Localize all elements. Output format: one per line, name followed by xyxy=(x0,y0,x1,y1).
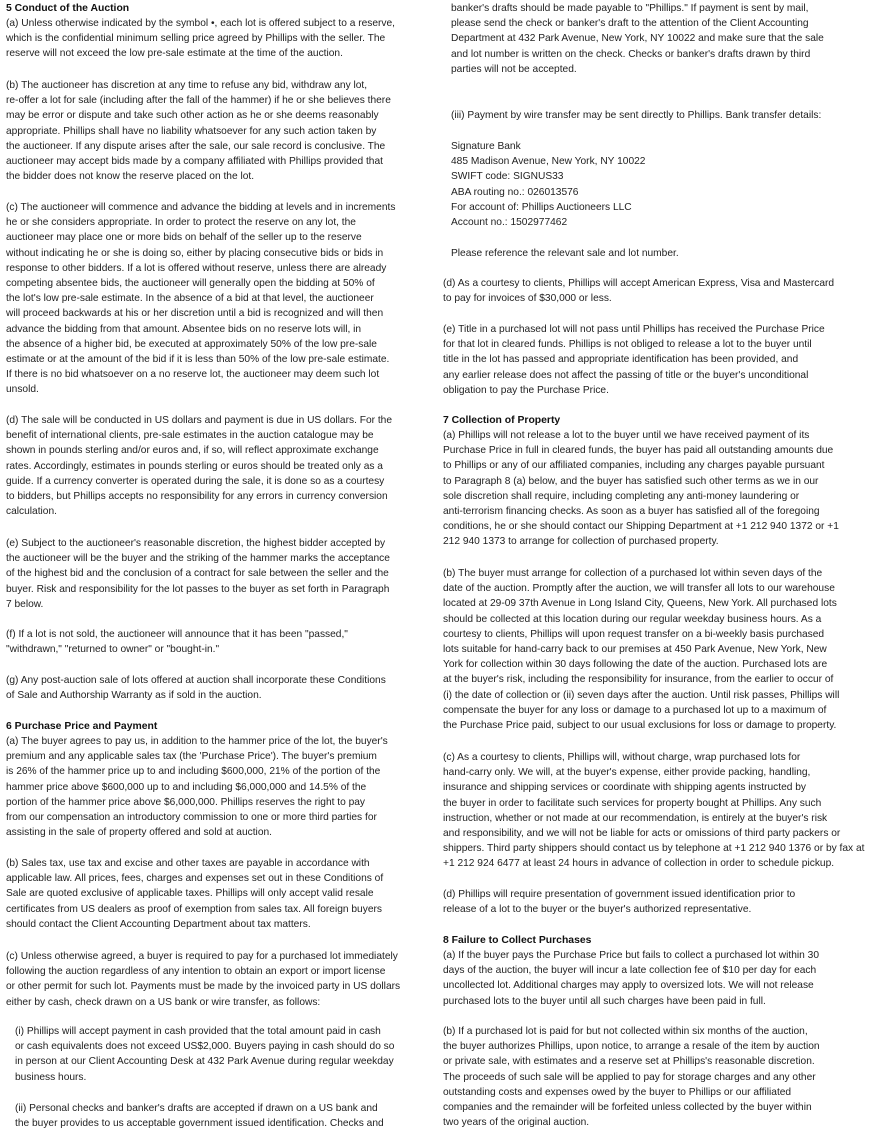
paragraph-7c: (c) As a courtesy to clients, Phillips will, without charge, wrap purchased lots for hand-carry only. We will, at the buyer's expense, either provide packing, handling, insurance and shipping services or coordinate with shipping agents instructed by the buyer in order to facilitate such services for property bought at Phillips. Any such instruction, whether or not made at our recommendation, is entirely at the buyer's risk and responsibility, and we will not be liable for acts or omissions of third party packers or shippers. Third party shippers should contact us by telephone at +1 212 940 1376 or by fax at +1 212 924 6477 at least 24 hours in advance of collection in order to schedule pickup. xyxy=(443,752,865,870)
paragraph-6c-ii: (ii) Personal checks and banker's drafts are accepted if drawn on a US bank and the buyer provides to us acceptable government issued identification. Checks and xyxy=(15,1103,384,1130)
paragraph-7b: (b) The buyer must arrange for collection of a purchased lot within seven days of the date of the auction. Promptly after the auction, we will transfer all lots to our warehouse located at 29-09 37th Avenue in Long Island City, Queens, New York. All purchased lots should be collected at this location during our regular weekday business hours. As a courtesy to clients, Phillips will upon request transfer on a bi-weekly basis purchased lots suitable for hand-carry back to our premises at 450 Park Avenue, New York, New York for collection within 30 days following the date of the auction. Purchased lots are at the buyer's risk, including the responsibility for insurance, from the earlier to occur of (i) the date of collection or (ii) seven days after the auction. Until risk passes, Phillips will compensate the buyer for any loss or damage to a purchased lot up to a maximum of the Purchase Price paid, subject to our usual exclusions for loss or damage to property. xyxy=(443,568,840,732)
paragraph-6d: (d) As a courtesy to clients, Phillips will accept American Express, Visa and Mastercard to pay for invoices of $30,000 or less. xyxy=(443,278,835,305)
heading-purchase-price: 6 Purchase Price and Payment xyxy=(6,721,158,732)
paragraph-7a: (a) Phillips will not release a lot to the buyer until we have received payment of its Purchase Price in full in cleared funds, the buyer has paid all outstanding amounts due to Phillips or any of our affiliated companies, including any charges payable pursuant to Paragraph 8 (a) below, and the buyer has satisfied such other terms as we in our sole discretion shall require, including completing any anti-money laundering or anti-terrorism financing checks. As soon as a buyer has satisfied all of the foregoing conditions, he or she should contact our Shipping Department at +1 212 940 1372 or +1 212 940 1373 to arrange for collection of purchased property. xyxy=(443,430,839,548)
paragraph-6c-i: (i) Phillips will accept payment in cash provided that the total amount paid in cash or cash equivalents does not exceed US$2,000. Buyers paying in cash should do so in person at our Client Accounting Desk at 432 Park Avenue during regular weekday business hours. xyxy=(15,1026,395,1083)
paragraph-8a: (a) If the buyer pays the Purchase Price but fails to collect a purchased lot within 30 days of the auction, the buyer will incur a late collection fee of $10 per day for each uncollected lot. Additional charges may apply to oversized lots. We will not release purchased lots to the buyer until all such charges have been paid in full. xyxy=(443,950,820,1007)
paragraph-6c-ii-continued: banker's drafts should be made payable to "Phillips." If payment is sent by mail, please send the check or banker's draft to the attention of the Client Accounting Department at 432 Park Avenue, New York, NY 10022 and make sure that the sale and lot number is written on the check. Checks or banker's drafts drawn by third parties will not be accepted. xyxy=(451,3,824,75)
paragraph-6e: (e) Title in a purchased lot will not pass until Phillips has received the Purchase Price for that lot in cleared funds. Phillips is not obliged to release a lot to the buyer until title in the lot has passed and appropriate identification has been provided, and any earlier release does not affect the passing of title or the buyer's unconditional obligation to pay the Purchase Price. xyxy=(443,324,825,396)
paragraph-5f: (f) If a lot is not sold, the auctioneer will announce that it has been "passed," "withdrawn," "returned to owner" or "bought-in." xyxy=(6,629,348,656)
heading-conduct-of-auction: 5 Conduct of the Auction xyxy=(6,3,130,14)
paragraph-6a: (a) The buyer agrees to pay us, in addition to the hammer price of the lot, the buyer's premium and any applicable sales tax (the 'Purchase Price'). The buyer's premium is 26% of the hammer price up to and including $600,000, 21% of the portion of the hammer price above $600,000 up to and including $6,000,000 and 14.5% of the portion of the hammer price above $6,000,000. Phillips reserves the right to pay from our compensation an introductory commission to one or more third parties for assisting in the sale of property offered and sold at auction. xyxy=(6,736,388,839)
paragraph-5a: (a) Unless otherwise indicated by the symbol •, each lot is offered subject to a reserve, which is the confidential minimum selling price agreed by Phillips with the seller. The reserve will not exceed the low pre-sale estimate at the time of the auction. xyxy=(6,18,395,60)
heading-collection-of-property: 7 Collection of Property xyxy=(443,415,561,426)
paragraph-6c: (c) Unless otherwise agreed, a buyer is required to pay for a purchased lot immediately following the auction regardless of any intention to obtain an export or import license or other permit for such lot. Payments must be made by the invoiced party in US dollars either by cash, check drawn on a US bank or wire transfer, as follows: xyxy=(6,951,401,1008)
bank-transfer-details: Signature Bank 485 Madison Avenue, New York, NY 10022 SWIFT code: SIGNUS33 ABA routing no.: 026013576 For account of: Phillips Auctioneers LLC Account no.: 1502977462 xyxy=(451,141,646,229)
paragraph-5g: (g) Any post-auction sale of lots offered at auction shall incorporate these Conditions of Sale and Authorship Warranty as if sold in the auction. xyxy=(6,675,386,702)
paragraph-6b: (b) Sales tax, use tax and excise and other taxes are payable in accordance with applicable law. All prices, fees, charges and expenses set out in these Conditions of Sale are quoted exclusive of applicable taxes. Phillips will only accept valid resale certificates from US dealers as proof of exemption from sales tax. All foreign buyers should contact the Client Accounting Department about tax matters. xyxy=(6,858,384,930)
paragraph-5d: (d) The sale will be conducted in US dollars and payment is due in US dollars. For the benefit of international clients, pre-sale estimates in the auction catalogue may be shown in pounds sterling and/or euros and, if so, will reflect approximate exchange rates. Accordingly, estimates in pounds sterling or euros should be treated only as a guide. If a currency converter is operated during the sale, it is done so as a courtesy to bidders, but Phillips accepts no responsibility for any errors in currency conversion calculation. xyxy=(6,415,393,518)
heading-failure-to-collect: 8 Failure to Collect Purchases xyxy=(443,935,592,946)
paragraph-7d: (d) Phillips will require presentation of government issued identification prior to release of a lot to the buyer or the buyer's authorized representative. xyxy=(443,889,796,916)
paragraph-5c: (c) The auctioneer will commence and advance the bidding at levels and in increments he or she considers appropriate. In order to protect the reserve on any lot, the auctioneer may place one or more bids on behalf of the seller up to the reserve without indicating he or she is doing so, either by placing consecutive bids or bids in response to other bidders. If a lot is offered without reserve, unless there are already competing absentee bids, the auctioneer will generally open the bidding at 50% of the lot's low pre-sale estimate. In the absence of a bid at that level, the auctioneer will proceed backwards at his or her discretion until a bid is recognized and will then advance the bidding from that amount. Absentee bids on no reserve lots will, in the absence of a higher bid, be executed at approximately 50% of the low pre-sale estimate or at the amount of the bid if it is less than 50% of the low pre-sale estimate. If there is no bid whatsoever on a no reserve lot, the auctioneer may deem such lot unsold. xyxy=(6,202,396,396)
paragraph-5e: (e) Subject to the auctioneer's reasonable discretion, the highest bidder accepted by the auctioneer will be the buyer and the striking of the hammer marks the acceptance of the highest bid and the conclusion of a contract for sale between the seller and the buyer. Risk and responsibility for the lot passes to the buyer as set forth in Paragraph 7 below. xyxy=(6,538,390,610)
paragraph-5b: (b) The auctioneer has discretion at any time to refuse any bid, withdraw any lot, re-offer a lot for sale (including after the fall of the hammer) if he or she believes there may be error or dispute and take such other action as he or she deems reasonably appropriate. Phillips shall have no liability whatsoever for any such action taken by the auctioneer. If any dispute arises after the sale, our sale record is conclusive. The auctioneer may accept bids made by a company affiliated with Phillips provided that the bidder does not know the reserve placed on the lot. xyxy=(6,80,391,183)
reference-note: Please reference the relevant sale and lot number. xyxy=(451,248,679,259)
paragraph-8b: (b) If a purchased lot is paid for but not collected within six months of the auction, the buyer authorizes Phillips, upon notice, to arrange a resale of the item by auction or private sale, with estimates and a reserve set at Phillips's reasonable discretion. The proceeds of such sale will be applied to pay for storage charges and any other outstanding costs and expenses owed by the buyer to Phillips or our affiliated companies and the remainder will be forfeited unless collected by the buyer within two years of the original auction. xyxy=(443,1026,820,1129)
paragraph-6c-iii: (iii) Payment by wire transfer may be sent directly to Phillips. Bank transfer details: xyxy=(451,110,822,121)
